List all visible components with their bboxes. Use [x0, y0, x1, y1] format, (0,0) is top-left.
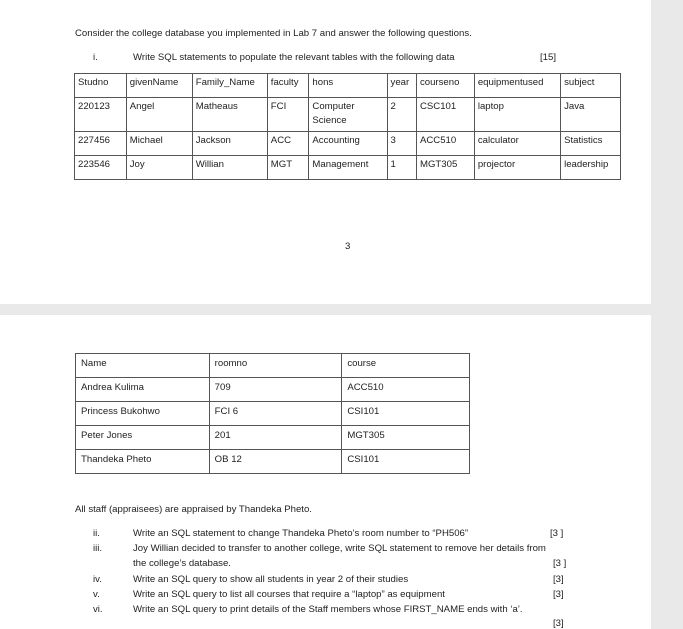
document-page-2 [0, 315, 651, 629]
cell-room: OB 12 [209, 450, 342, 474]
cell-hons: Management [309, 156, 387, 180]
cell-family-name: Jackson [192, 132, 267, 156]
cell-given-name: Angel [126, 98, 192, 132]
header-subject: subject [561, 74, 621, 98]
question-2-number: ii. [93, 528, 100, 539]
cell-courseno: ACC510 [416, 132, 474, 156]
cell-subject: Statistics [561, 132, 621, 156]
intro-text: Consider the college database you implemented in Lab 7 and answer the following questions. [75, 28, 472, 39]
header-year: year [387, 74, 416, 98]
table-row [76, 378, 470, 402]
appraisal-note: All staff (appraisees) are appraised by Thandeka Pheto. [75, 504, 312, 515]
header-hons: hons [309, 74, 387, 98]
cell-course: ACC510 [342, 378, 470, 402]
table-row [75, 156, 621, 180]
table-row [75, 98, 621, 132]
cell-room: 709 [209, 378, 342, 402]
cell-staff-name: Andrea Kulima [76, 378, 210, 402]
header-studno: Studno [75, 74, 127, 98]
cell-hons: Accounting [309, 132, 387, 156]
cell-subject: leadership [561, 156, 621, 180]
cell-studno: 223546 [75, 156, 127, 180]
cell-equipment: calculator [474, 132, 560, 156]
cell-subject: Java [561, 98, 621, 132]
question-4-text: Write an SQL query to show all students in year 2 of their studies [133, 574, 409, 585]
cell-room: FCI 6 [209, 402, 342, 426]
students-table [74, 73, 621, 180]
page-number: 3 [345, 241, 351, 252]
header-equipmentused: equipmentused [474, 74, 560, 98]
cell-equipment: laptop [474, 98, 560, 132]
header-faculty: faculty [267, 74, 309, 98]
cell-year: 1 [387, 156, 416, 180]
cell-year: 2 [387, 98, 416, 132]
header-courseno: courseno [416, 74, 474, 98]
cell-faculty: MGT [267, 156, 309, 180]
cell-year: 3 [387, 132, 416, 156]
header-course: course [342, 354, 470, 378]
question-1-number: i. [93, 52, 98, 63]
cell-hons-line1: Computer [312, 101, 355, 112]
question-5-text: Write an SQL query to list all courses that require a “laptop” as equipment [133, 589, 445, 600]
cell-course: CSI101 [342, 402, 470, 426]
cell-faculty: ACC [267, 132, 309, 156]
header-name: Name [76, 354, 210, 378]
cell-faculty: FCI [267, 98, 309, 132]
question-5-marks: [3] [553, 589, 564, 600]
question-6-text: Write an SQL query to print details of the Staff members whose FIRST_NAME ends with ‘a’. [133, 604, 523, 615]
cell-room: 201 [209, 426, 342, 450]
cell-courseno: MGT305 [416, 156, 474, 180]
table-row [76, 402, 470, 426]
staff-table [75, 353, 470, 474]
question-1-text: Write SQL statements to populate the relevant tables with the following data [133, 52, 455, 63]
cell-staff-name: Peter Jones [76, 426, 210, 450]
cell-given-name: Michael [126, 132, 192, 156]
cell-course: MGT305 [342, 426, 470, 450]
cell-staff-name: Princess Bukohwo [76, 402, 210, 426]
cell-studno: 220123 [75, 98, 127, 132]
cell-studno: 227456 [75, 132, 127, 156]
staff-header-row [76, 354, 470, 378]
cell-given-name: Joy [126, 156, 192, 180]
document-page-1 [0, 0, 651, 304]
table-row [76, 426, 470, 450]
cell-staff-name: Thandeka Pheto [76, 450, 210, 474]
cell-family-name: Willian [192, 156, 267, 180]
question-5-number: v. [93, 589, 100, 600]
question-3-marks: [3 ] [553, 558, 567, 569]
cell-course: CSI101 [342, 450, 470, 474]
question-6-marks: [3] [553, 618, 564, 629]
cell-hons-line2: Science [312, 115, 347, 126]
table-row [75, 132, 621, 156]
header-roomno: roomno [209, 354, 342, 378]
cell-hons [309, 98, 387, 132]
question-2-text: Write an SQL statement to change Thandeka Pheto’s room number to “PH506” [133, 528, 469, 539]
question-6-number: vi. [93, 604, 103, 615]
question-4-marks: [3] [553, 574, 564, 585]
cell-courseno: CSC101 [416, 98, 474, 132]
cell-equipment: projector [474, 156, 560, 180]
question-3-text-line2: the college’s database. [133, 558, 231, 569]
cell-family-name: Matheaus [192, 98, 267, 132]
question-3-number: iii. [93, 543, 103, 554]
question-3-text-line1: Joy Willian decided to transfer to another college, write SQL statement to remove her details from [133, 543, 546, 554]
question-2-marks: [3 ] [550, 528, 564, 539]
header-givenname: givenName [126, 74, 192, 98]
table-row [76, 450, 470, 474]
students-header-row [75, 74, 621, 98]
header-family-name: Family_Name [192, 74, 267, 98]
question-1-marks: [15] [540, 52, 557, 63]
question-4-number: iv. [93, 574, 102, 585]
